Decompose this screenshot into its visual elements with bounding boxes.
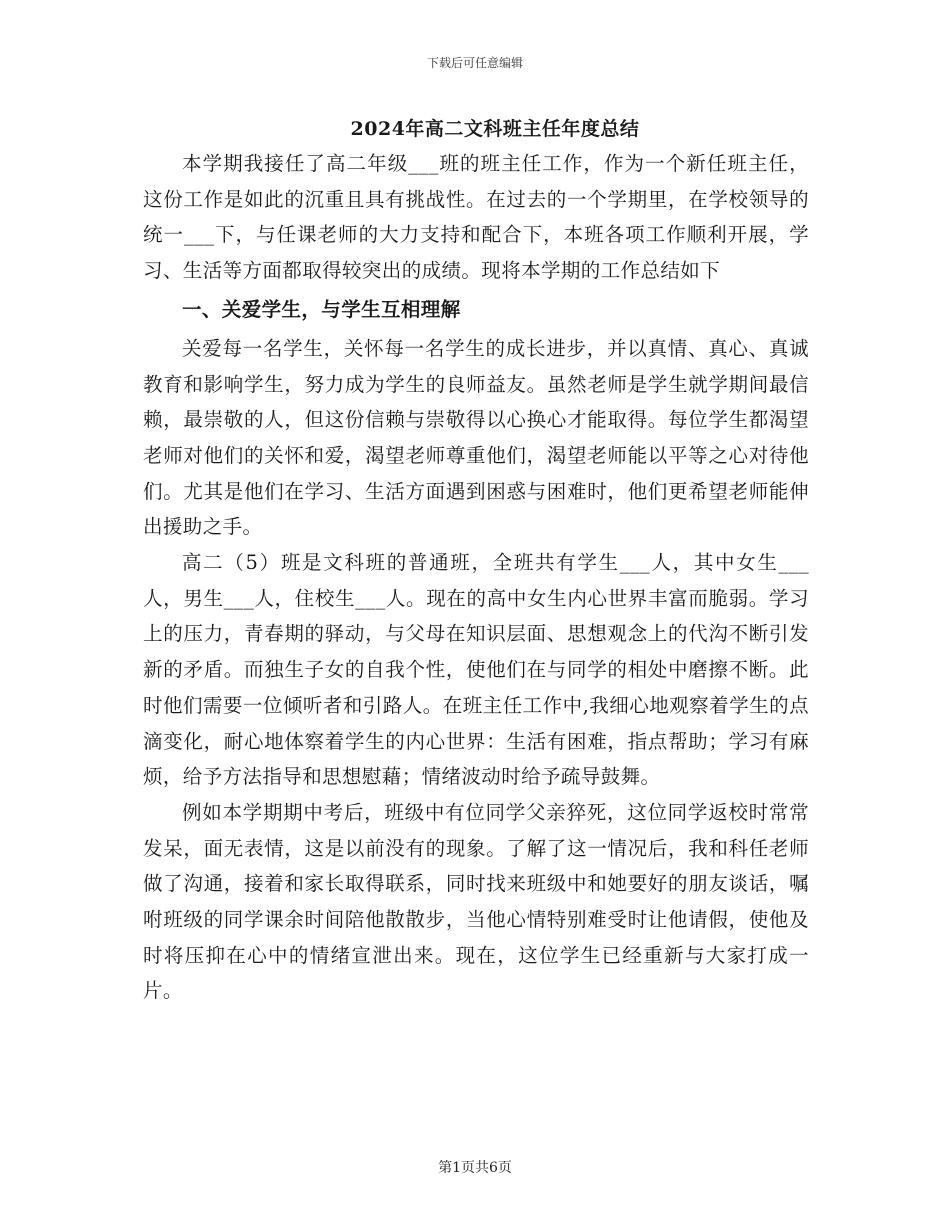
paragraph-care-students: 关爱每一名学生，关怀每一名学生的成长进步，并以真情、真心、真诚教育和影响学生，努力成为学生的良师益友。虽然老师是学生就学期间最信赖，最崇敬的人，但这份信赖与崇敬得以心换心才能取得。每位学生都渴望老师对他们的关怀和爱，渴望老师尊重他们，渴望老师能以平等之心对待他们。尤其是他们在学习、生活方面遇到困惑与困难时，他们更希望老师能伸出援助之手。 [143, 336, 809, 539]
document-title: 2024年高二文科班主任年度总结 [350, 118, 640, 140]
paragraph-class-profile: 高二（5）班是文科班的普通班，全班共有学生___人，其中女生___人，男生___人，住校生___人。现在的高中女生内心世界丰富而脆弱。学习上的压力，青春期的驿动，与父母在知识层面、思想观念上的代沟不断引发新的矛盾。而独生子女的自我个性，使他们在与同学的相处中磨擦不断。此时他们需要一位倾听者和引路人。在班主任工作中,我细心地观察着学生的点滴变化，耐心地体察着学生的内心世界：生活有困难，指点帮助；学习有麻烦，给予方法指导和思想慰藉；情绪波动时给予疏导鼓舞。 [143, 551, 809, 789]
section-heading-1: 一、关爱学生，与学生互相理解 [182, 297, 461, 321]
intro-paragraph: 本学期我接任了高二年级___班的班主任工作，作为一个新任班主任，这份工作是如此的沉重且具有挑战性。在过去的一个学期里，在学校领导的统一___下，与任课老师的大力支持和配合下，本班各项工作顺利开展，学习、生活等方面都取得较突出的成绩。现将本学期的工作总结如下 [143, 152, 809, 283]
document-body [143, 146, 809, 1009]
paragraph-example-case: 例如本学期期中考后，班级中有位同学父亲猝死，这位同学返校时常常发呆，面无表情，这是以前没有的现象。了解了这一情况后，我和科任老师做了沟通，接着和家长取得联系，同时找来班级中和她要好的朋友谈话，嘱咐班级的同学课余时间陪他散散步，当他心情特别难受时让他请假，使他及时将压抑在心中的情绪宣泄出来。现在，这位学生已经重新与大家打成一片。 [143, 800, 809, 1003]
header-note: 下载后可任意编辑 [426, 56, 523, 70]
page-number: 第1页共6页 [438, 1160, 512, 1176]
